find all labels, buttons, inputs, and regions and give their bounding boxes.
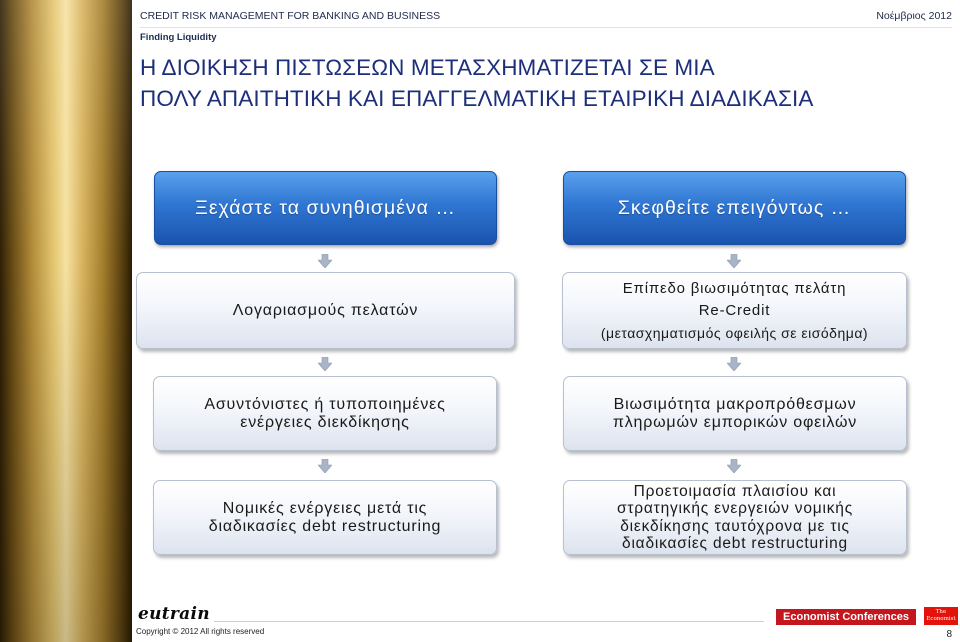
right-step-2-line-1: Βιωσιμότητα μακροπρόθεσμων: [613, 395, 857, 413]
title-line-2: ΠΟΛΥ ΑΠΑΙΤΗΤΙΚΗ ΚΑΙ ΕΠΑΓΓΕΛΜΑΤΙΚΗ ΕΤΑΙΡΙΚΗ ΔΙΑΔΙΚΑΣΙΑ: [140, 86, 814, 111]
eutrain-logo: eutrain: [138, 604, 210, 624]
right-step-3: [563, 480, 907, 555]
right-step-3-line-3: διεκδίκησης ταυτόχρονα με τις: [620, 517, 850, 535]
down-arrow-icon: [727, 357, 741, 371]
left-header-box: [154, 171, 497, 245]
right-step-3-line-1: Προετοιμασία πλαισίου και: [633, 482, 837, 500]
down-arrow-icon: [727, 254, 741, 268]
left-step-2-line-1: Ασυντόνιστες ή τυποποιημένες: [204, 395, 446, 413]
copyright-text: Copyright © 2012 All rights reserved: [136, 627, 265, 636]
down-arrow-icon: [318, 459, 332, 473]
right-header-box: [563, 171, 906, 245]
left-step-3-line-1: Νομικές ενέργειες μετά τις: [222, 499, 428, 517]
title-line-1: Η ΔΙΟΙΚΗΣΗ ΠΙΣΤΩΣΕΩΝ ΜΕΤΑΣΧΗΜΑΤΙΖΕΤΑΙ ΣΕ ΜΙΑ: [140, 55, 715, 80]
course-title: CREDIT RISK MANAGEMENT FOR BANKING AND BUSINESS: [140, 10, 441, 22]
economist-logo-line-1: The: [935, 609, 947, 615]
economist-logo: [924, 607, 958, 625]
slide-title: [140, 52, 952, 114]
left-step-3: [153, 480, 497, 555]
right-step-1-line-2: Re-Credit: [698, 301, 771, 319]
left-step-2-line-2: ενέργειες διεκδίκησης: [240, 413, 410, 431]
down-arrow-icon: [318, 254, 332, 268]
right-step-1: [562, 272, 907, 349]
top-divider: [140, 27, 952, 28]
right-header-text: Σκεφθείτε επειγόντως …: [617, 196, 852, 219]
right-step-1-line-3: (μετασχηματισμός οφειλής σε εισόδημα): [600, 324, 869, 341]
left-step-1-line-1: Λογαριασμούς πελατών: [232, 301, 419, 319]
right-step-1-line-1: Επίπεδο βιωσιμότητας πελάτη: [622, 279, 847, 297]
right-step-2-line-2: πληρωμών εμπορικών οφειλών: [612, 413, 858, 431]
down-arrow-icon: [727, 459, 741, 473]
left-step-3-line-2: διαδικασίες debt restructuring: [208, 517, 442, 535]
gold-side-panel: [0, 0, 132, 642]
slide-subtitle: Finding Liquidity: [140, 32, 217, 43]
right-step-2: [563, 376, 907, 451]
page-number: 8: [946, 629, 952, 640]
economist-conferences-banner: Economist Conferences: [776, 609, 916, 625]
left-step-1: [136, 272, 515, 349]
slide-content: [132, 0, 960, 642]
left-header-text: Ξεχάστε τα συνηθισμένα …: [195, 196, 456, 219]
slide-date: Νοέμβριος 2012: [876, 10, 952, 22]
right-step-3-line-2: στρατηγικής ενεργειών νομικής: [617, 500, 853, 517]
economist-logo-line-2: Economist: [926, 616, 956, 622]
top-bar: [140, 10, 952, 26]
right-step-3-line-4: διαδικασίες debt restructuring: [622, 535, 848, 552]
left-step-2: [153, 376, 497, 451]
footer-divider: [214, 621, 764, 622]
down-arrow-icon: [318, 357, 332, 371]
